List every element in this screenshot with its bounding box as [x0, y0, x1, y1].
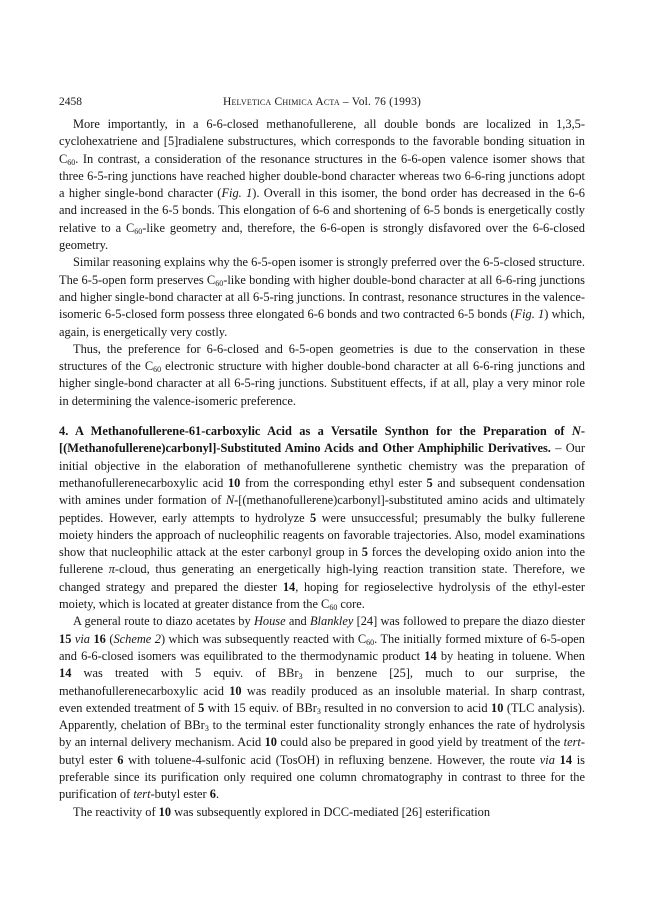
article-body	[59, 116, 585, 821]
page-number: 2458	[59, 96, 82, 108]
section-heading: 4. A Methanofullerene-61-carboxylic Acid as a Versatile Synthon for the Preparation of N-[(Methanofullerene)carbonyl]-Substituted Amino Acids and Other Amphiphilic Derivatives.	[59, 424, 585, 456]
paragraph: More importantly, in a 6-6-closed methanofullerene, all double bonds are localized in 1,3,5-cyclohexatriene and [5]radialene substructures, which corresponds to the favorable bonding situation in $C_{60}$. In contrast, a consideration of the resonance structures in the 6-6-open valence isomer shows that three 6-5-ring junctions have reached higher double-bond character whereas two 6-6-ring junctions adopt a higher single-bond character (Fig. 1). Overall in this isomer, the bond order has decreased in the 6-6 and increased in the 6-5 bonds. This elongation of 6-6 and shortening of 6-5 bonds is energetically costly relative to a $C_{60}$-like geometry and, therefore, the 6-6-open is strongly disfavored over the 6-6-closed geometry.	[59, 117, 585, 253]
running-title	[59, 95, 585, 109]
journal-volume: – Vol. 76 (1993)	[342, 96, 422, 108]
journal-name: Helvetica Chimica Acta	[222, 96, 340, 108]
paragraph: Similar reasoning explains why the 6-5-open isomer is strongly preferred over the 6-5-closed structure. The 6-5-open form preserves $C_{60}$-like bonding with higher double-bond character at all 6-6-ring junctions and higher single-bond character at all 6-5-ring junctions. In contrast, resonance structures in the valence-isomeric 6-5-closed form possess three elongated 6-6 bonds and two contracted 6-5 bonds (Fig. 1) which, again, is energetically very costly.	[59, 255, 585, 339]
section-paragraph: 4. A Methanofullerene-61-carboxylic Acid as a Versatile Synthon for the Preparation of N-[(Methanofullerene)carbonyl]-Substituted Amino Acids and Other Amphiphilic Derivatives. – Our initial objective in the elaboration of methanofullerene synthetic chemistry was the preparation of methanofullerenecarboxylic acid 10 from the corresponding ethyl ester 5 and subsequent condensation with amines under formation of N-[(methanofullerene)carbonyl]-substituted amino acids and ultimately peptides. However, early attempts to hydrolyze 5 were unsuccessful; presumably the bulky fullerene moiety hinders the approach of nucleophilic reagents on favorable trajectories. Also, model examinations show that nucleophilic attack at the ester carbonyl group in 5 forces the developing oxido anion into the fullerene π-cloud, thus generating an energetically high-lying reaction transition state. Therefore, we changed strategy and prepared the diester 14, hoping for regioselective hydrolysis of the ethyl-ester moiety, which is located at greater distance from the $C_{60}$ core.	[59, 424, 586, 613]
paragraph: The reactivity of 10 was subsequently explored in DCC-mediated [26] esterification	[73, 804, 491, 819]
paragraph: Thus, the preference for 6-6-closed and 6-5-open geometries is due to the conservation in these structures of the $C_{60}$ electronic structure with higher double-bond character at all 6-6-ring junctions and higher single-bond character at all 6-5-ring junctions. Substituent effects, if at all, play a very minor role in determining the valence-isomeric preference.	[59, 341, 586, 408]
paragraph: A general route to diazo acetates by House and Blankley [24] was followed to prepare the diazo diester 15 via 16 (Scheme 2) which was subsequently reacted with $C_{60}$. The initially formed mixture of 6-5-open and 6-6-closed isomers was equilibrated to the thermodynamic product 14 by heating in toluene. When 14 was treated with 5 equiv. of BBr$_3$ in benzene [25], much to our surprise, the methanofullerenecarboxylic acid 10 was readily produced as an insoluble material. In sharp contrast, even extended treatment of 5 with 15 equiv. of BBr$_3$ resulted in no conversion to acid 10 (TLC analysis). Apparently, chelation of BBr$_3$ to the terminal ester functionality strongly enhances the rate of hydrolysis by an internal delivery mechanism. Acid 10 could also be prepared in good yield by treatment of the tert-butyl ester 6 with toluene-4-sulfonic acid (TosOH) in refluxing benzene. However, the route via 14 is preferable since its purification only required one column chromatography in contrast to three for the purification of tert-butyl ester 6.	[59, 614, 586, 802]
